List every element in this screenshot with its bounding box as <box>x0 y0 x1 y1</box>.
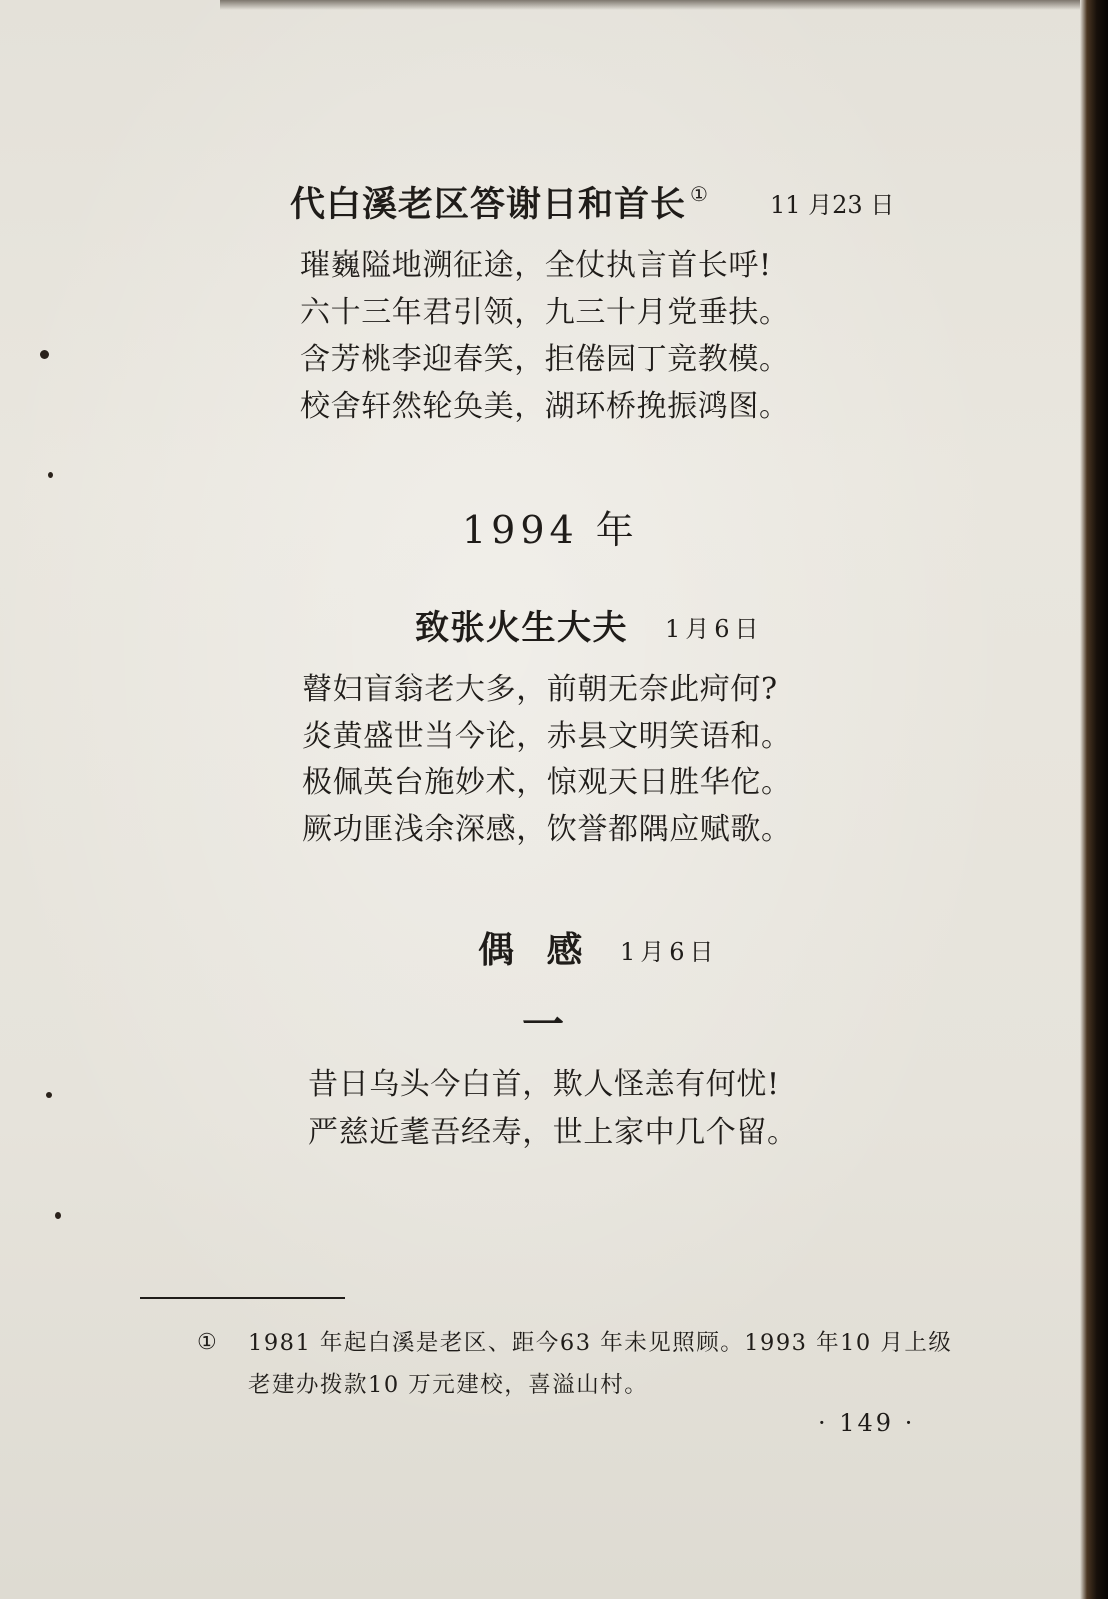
poem-part-number: 一 <box>522 1000 565 1049</box>
poem-line: 极佩英台施妙术，惊观天日胜华佗。 <box>302 765 792 800</box>
poem-line: 含芳桃李迎春笑，拒倦园丁竞教模。 <box>300 342 790 377</box>
punch-hole-mark <box>48 472 53 478</box>
footnote-text <box>248 1322 952 1406</box>
punch-hole-mark <box>40 350 49 359</box>
footnote-line: 1981 年起白溪是老区、距今63 年未见照顾。1993 年10 月上级 <box>248 1330 953 1356</box>
poem-line: 炎黄盛世当今论，赤县文明笑语和。 <box>302 718 792 754</box>
poem-line: 璀巍隘地溯征途，全仗执言首长呼! <box>300 248 772 283</box>
footnote-line: 老建办拨款10 万元建校，喜溢山村。 <box>248 1372 649 1398</box>
punch-hole-mark <box>46 1092 52 1098</box>
footnote-reference-mark: ① <box>690 182 708 206</box>
footnote-mark: ① <box>197 1330 217 1355</box>
poem-date: 11 月23 日 <box>770 191 895 219</box>
year-heading: 1994 年 <box>462 508 639 552</box>
poem-title: 偶 感 <box>478 929 583 971</box>
poem-line: 瞽妇盲翁老大多，前朝无奈此疴何? <box>302 672 778 707</box>
poem-date: 1月6日 <box>665 615 764 643</box>
scan-edge-right <box>1080 0 1108 1599</box>
poem-line: 严慈近耄吾经寿，世上家中几个留。 <box>308 1115 798 1150</box>
poem-body <box>300 242 790 430</box>
poem-title: 代白溪老区答谢日和首长 <box>290 184 687 225</box>
poem-body <box>302 667 792 853</box>
scan-edge-top <box>220 0 1080 10</box>
punch-hole-mark <box>55 1212 61 1219</box>
poem-line: 厥功匪浅余深感，饮誉都隅应赋歌。 <box>302 811 792 847</box>
poem-title: 致张火生大夫 <box>415 608 628 648</box>
poem-body <box>308 1061 798 1157</box>
footnote-rule <box>140 1297 345 1299</box>
poem-line: 校舍轩然轮奂美，湖环桥挽振鸿图。 <box>300 389 790 424</box>
page-number: · 149 · <box>818 1409 916 1437</box>
poem-line: 六十三年君引领，九三十月党垂扶。 <box>300 295 790 330</box>
poem-date: 1月6日 <box>620 938 719 966</box>
poem-line: 昔日乌头今白首，欺人怪恙有何忧! <box>308 1067 780 1102</box>
